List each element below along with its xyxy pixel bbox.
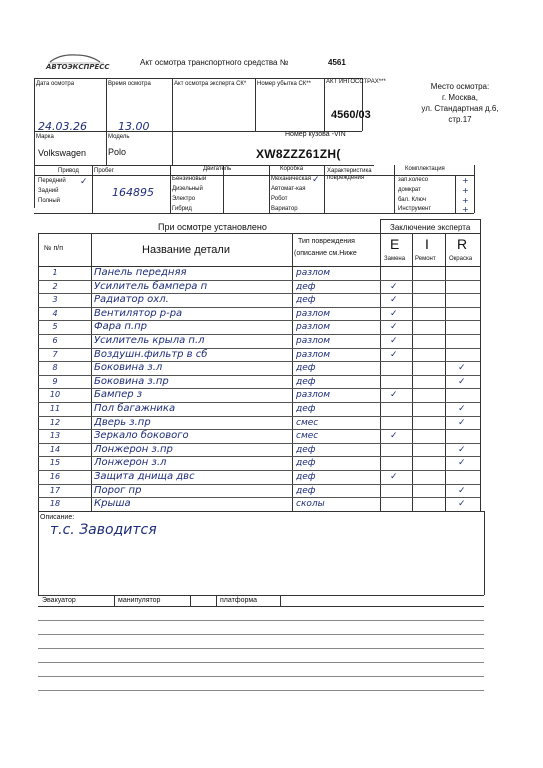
row-paint-check-icon: ✓ [458, 443, 466, 454]
gearbox-auto: Автомат-кая [271, 186, 306, 192]
row-number: 10 [49, 390, 61, 400]
row-part-name: Крыша [94, 498, 131, 510]
row-paint-check-icon: ✓ [458, 416, 466, 427]
manipulator-label: манипулятор [118, 597, 161, 604]
engine-label: Двигатель [203, 166, 232, 172]
col-part-header: Название детали [142, 244, 230, 256]
act-number: 4561 [328, 58, 346, 67]
row-damage-type: деф [296, 281, 316, 292]
row-number: 8 [52, 363, 58, 373]
row-number: 16 [49, 472, 61, 481]
make-label: Марка [36, 134, 54, 140]
row-number: 11 [49, 404, 61, 413]
col-damage-header-2: (описание см.Ниже [294, 250, 357, 257]
engine-diesel: Дизельный [172, 186, 203, 192]
row-part-name: Пол багажника [94, 403, 176, 414]
engine-hybrid: Гибрид [172, 206, 192, 212]
row-number: 18 [49, 499, 61, 509]
drive-front-check-icon: ✓ [80, 176, 88, 186]
model-value: Polo [108, 147, 127, 157]
row-paint-check-icon: ✓ [458, 362, 466, 373]
time-value: 13.00 [118, 120, 150, 133]
row-part-name: Радиатор охл. [94, 294, 169, 306]
vin-label: Номер кузова -VIN [285, 131, 346, 138]
row-part-name: Усилитель бампера п [94, 280, 208, 292]
mileage-label: Пробег [94, 168, 114, 174]
evacuator-label: Эвакуатор [42, 597, 76, 604]
drive-rear: Задний [38, 188, 59, 194]
logo-text: АВТОЭКСПРЕСС [46, 63, 110, 71]
place-building: стр.17 [448, 115, 472, 124]
row-damage-type: деф [296, 472, 316, 482]
row-replace-check-icon: ✓ [390, 430, 398, 441]
gearbox-variator: Вариатор [271, 206, 298, 212]
row-damage-type: сколы [296, 499, 325, 510]
col-i-header: I [425, 236, 429, 252]
row-part-name: Лонжерон з.пр [94, 443, 173, 455]
col-r-sub: Окраска [449, 256, 473, 262]
row-damage-type: разлом [296, 322, 331, 333]
row-part-name: Воздушн.фильтр в сб [94, 348, 208, 360]
row-number: 17 [49, 485, 61, 495]
row-number: 5 [52, 322, 58, 332]
equip-jack: домкрат [398, 187, 421, 193]
col-num-header: № п/п [44, 245, 63, 252]
ingos-label: АКТ ИНГОССТРАХ*** [326, 79, 386, 85]
row-part-name: Лонжерон з.л [94, 457, 167, 469]
col-e-sub: Замена [384, 256, 406, 262]
row-part-name: Панель передняя [94, 267, 187, 278]
row-part-name: Бампер з [94, 389, 143, 401]
row-damage-type: деф [296, 295, 316, 306]
notes-label: Описание: [40, 514, 75, 521]
row-damage-type: деф [296, 485, 316, 496]
row-damage-type: деф [296, 363, 316, 374]
row-part-name: Вентилятор р-ра [94, 307, 183, 319]
expert-label: Акт осмотра эксперта СК* [174, 81, 247, 87]
equip-mark: + [462, 196, 469, 205]
engine-electric: Электро [172, 196, 196, 202]
date-label: Дата осмотра [36, 81, 75, 87]
row-number: 7 [52, 349, 58, 359]
row-damage-type: деф [296, 376, 316, 387]
col-damage-header-1: Тип повреждения [298, 238, 355, 245]
ingos-value: 4560/03 [331, 109, 371, 121]
row-paint-check-icon: ✓ [458, 484, 466, 495]
time-label: Время осмотра [108, 81, 151, 87]
mileage-value: 164895 [112, 186, 154, 199]
row-part-name: Зеркало бокового [94, 430, 189, 442]
row-part-name: Дверь з.пр [94, 416, 151, 428]
equip-mark: + [462, 176, 469, 185]
platform-label: платформа [220, 597, 258, 604]
row-part-name: Усилитель крыла п.л [94, 335, 205, 346]
company-logo [46, 52, 110, 74]
row-number: 12 [49, 417, 61, 427]
row-number: 9 [52, 376, 58, 386]
col-i-sub: Ремонт [415, 256, 436, 262]
place-city: г. Москва, [442, 93, 478, 102]
row-number: 2 [52, 281, 58, 291]
row-damage-type: разлом [296, 308, 331, 319]
row-paint-check-icon: ✓ [458, 403, 466, 413]
col-r-header: R [457, 236, 468, 252]
loss-label: Номер убытка СК** [257, 81, 311, 87]
row-replace-check-icon: ✓ [390, 335, 398, 345]
row-number: 15 [49, 458, 61, 468]
col-e-header: E [390, 236, 400, 252]
damage-char-label: Характеристика повреждения [327, 168, 372, 181]
row-number: 4 [52, 308, 58, 318]
gearbox-robot: Робот [271, 196, 288, 202]
row-paint-check-icon: ✓ [458, 375, 466, 386]
row-number: 14 [49, 444, 61, 454]
row-number: 13 [49, 431, 61, 441]
row-damage-type: деф [296, 458, 316, 469]
row-damage-type: смес [296, 417, 319, 428]
row-damage-type: деф [296, 444, 316, 455]
date-value: 24.03.26 [38, 120, 87, 133]
row-paint-check-icon: ✓ [458, 457, 466, 468]
place-street: ул. Стандартная д.6, [421, 104, 499, 113]
drive-label: Привод [58, 168, 79, 174]
row-replace-check-icon: ✓ [390, 471, 398, 481]
gearbox-label: Коробка [280, 166, 304, 172]
row-damage-type: разлом [296, 268, 331, 278]
inspection-title: При осмотре установлено [158, 222, 267, 232]
drive-front: Передний [38, 178, 66, 184]
row-replace-check-icon: ✓ [390, 307, 398, 318]
equip-wrench: бал. Ключ [398, 197, 426, 203]
equipment-label: Комплектация [405, 166, 445, 172]
row-number: 3 [52, 295, 58, 305]
vin-value: XW8ZZZ61ZH( [256, 147, 341, 161]
equip-tools: Инструмент [398, 206, 432, 212]
row-number: 6 [52, 336, 58, 345]
row-part-name: Порог пр [94, 484, 142, 496]
notes-text: т.с. Заводится [50, 522, 157, 538]
row-replace-check-icon: ✓ [390, 389, 398, 400]
conclusion-title: Заключение эксперта [390, 223, 471, 232]
row-replace-check-icon: ✓ [390, 280, 398, 291]
row-part-name: Боковина з.л [94, 362, 163, 374]
row-replace-check-icon: ✓ [390, 348, 398, 359]
equip-spare: зап.колесо [398, 177, 429, 183]
row-damage-type: разлом [296, 349, 331, 360]
drive-full: Полный [38, 198, 60, 204]
gearbox-manual: Механическая [271, 176, 312, 182]
row-number: 1 [52, 268, 58, 277]
row-damage-type: разлом [296, 336, 331, 346]
row-replace-check-icon: ✓ [390, 294, 398, 305]
row-replace-check-icon: ✓ [390, 321, 398, 332]
row-part-name: Боковина з.пр [94, 375, 169, 387]
make-value: Volkswagen [38, 148, 87, 158]
place-label: Место осмотра: [430, 82, 490, 91]
equip-mark: + [462, 205, 469, 214]
row-damage-type: деф [296, 404, 316, 414]
act-title: Акт осмотра транспортного средства № [140, 58, 289, 67]
row-part-name: Защита днища двс [94, 471, 195, 482]
engine-petrol: Бензиновый [172, 176, 207, 182]
row-paint-check-icon: ✓ [458, 498, 466, 509]
row-damage-type: разлом [296, 390, 331, 401]
row-damage-type: смес [296, 431, 319, 442]
equip-mark: + [462, 186, 469, 195]
row-part-name: Фара п.пр [94, 321, 147, 333]
gearbox-manual-check-icon: ✓ [312, 174, 320, 184]
model-label: Модель [108, 134, 130, 140]
